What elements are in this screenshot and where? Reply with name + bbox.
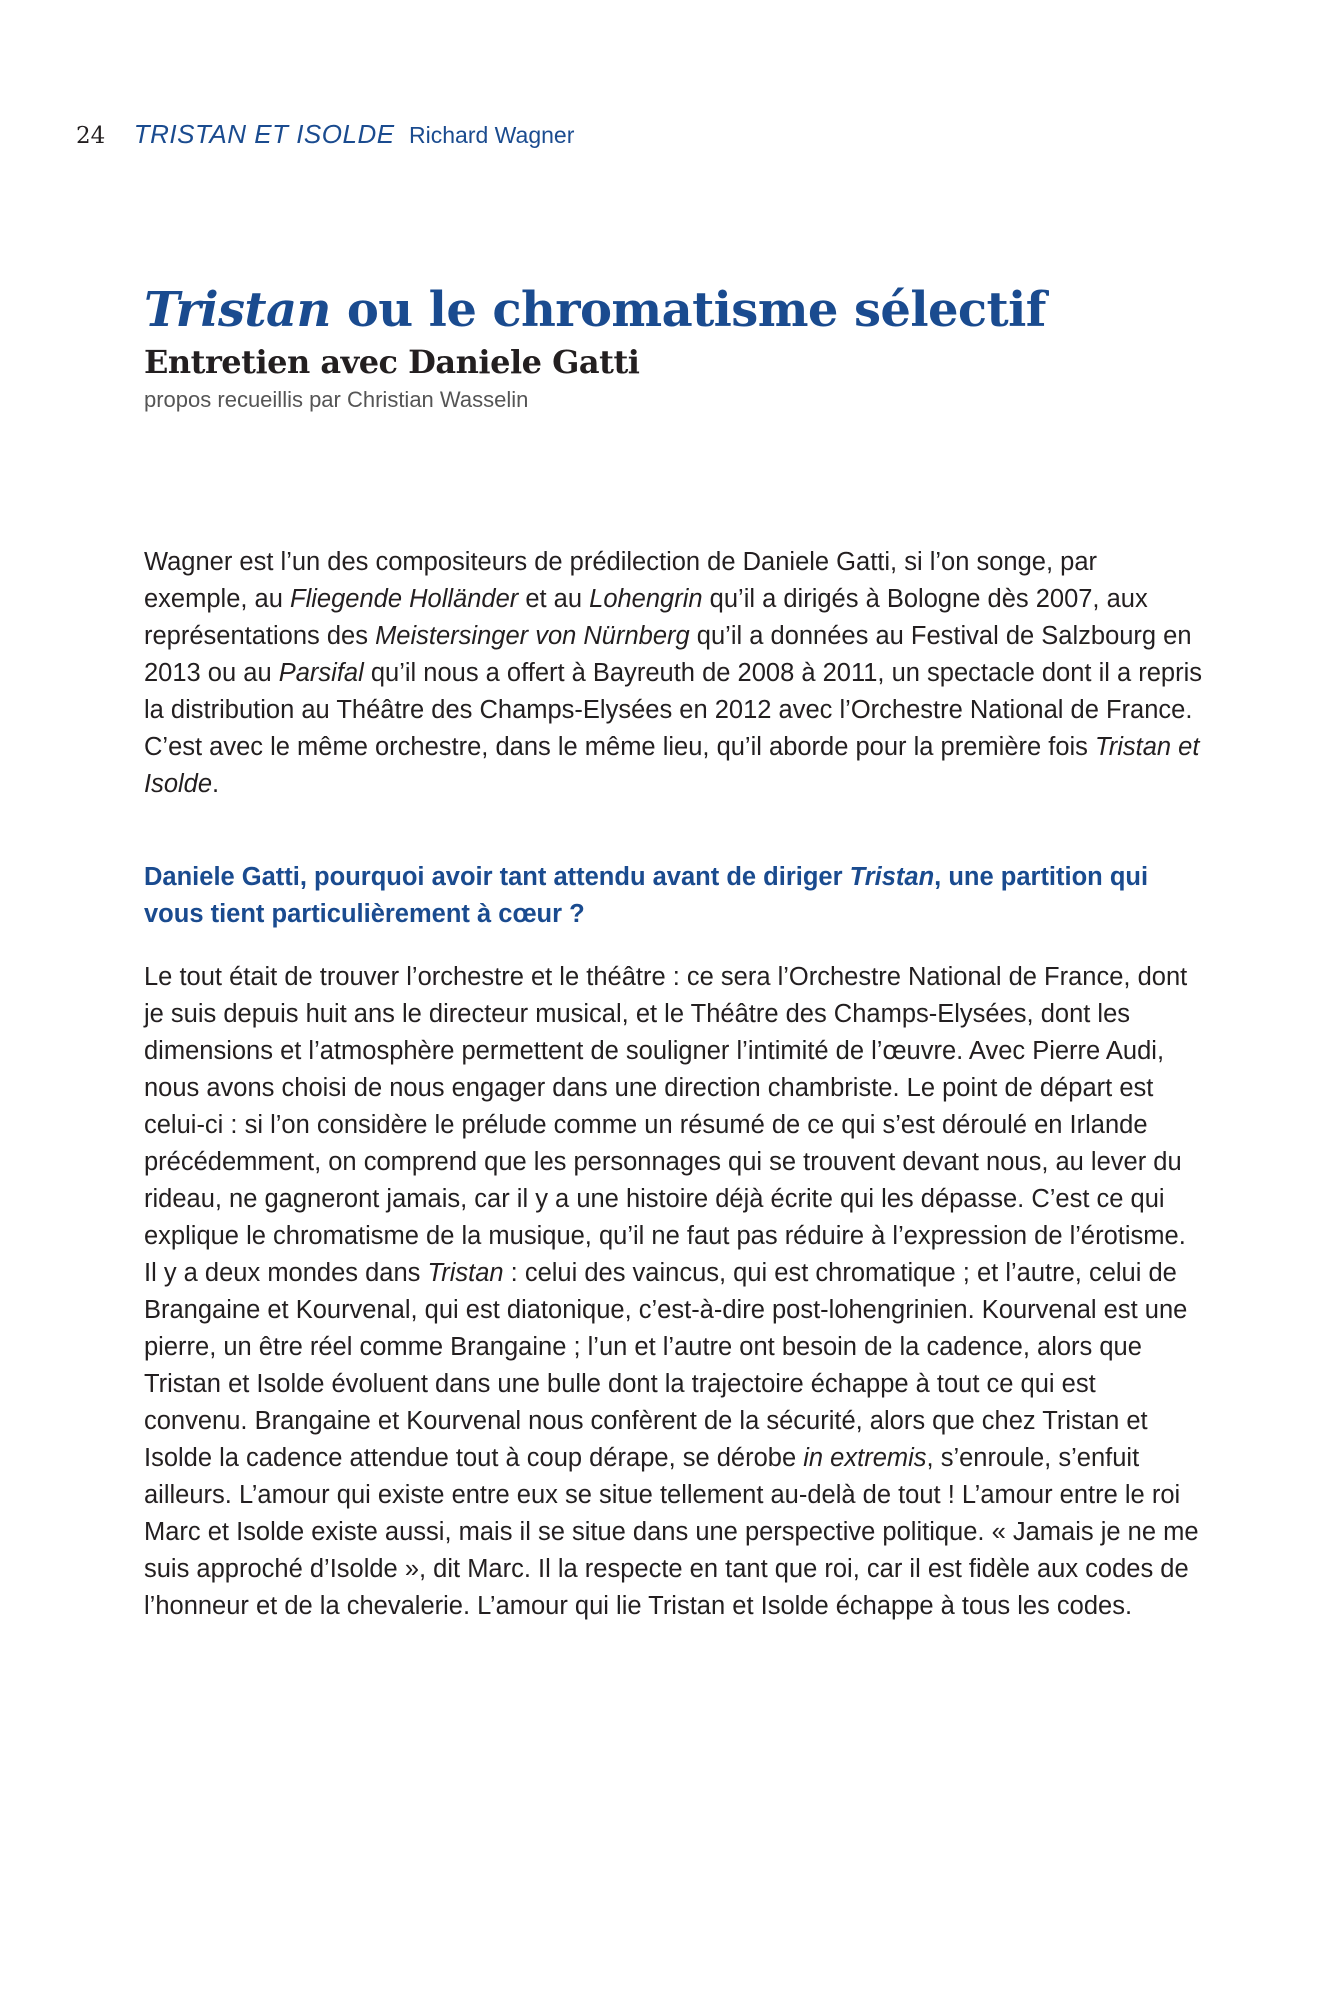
- intro-paragraph: [144, 544, 1204, 803]
- question-italic-1: Tristan: [849, 863, 935, 891]
- intro-text-1: Wagner est l’un des compositeurs de prédilection de Daniele Gatti, si l’on songe, par exemple, au: [144, 548, 1097, 613]
- answer-italic-1: Tristan: [427, 1258, 504, 1287]
- running-author: Richard Wagner: [409, 122, 575, 148]
- intro-italic-1: Fliegende Holländer: [290, 585, 519, 613]
- intro-italic-5: Tristan et Isolde: [144, 733, 1200, 798]
- intro-text-6: .: [212, 770, 220, 798]
- answer-text-1: Le tout était de trouver l’orchestre et le théâtre : ce sera l’Orchestre National de France, dont je suis depuis huit ans le directeur musical, et le Théâtre des Champs-Elysées, dont les dimensions et l’atmosphère permettent de souligner l’intimité de l’œuvre. Avec Pierre Audi, nous avons choisi de nous engager dans une direction chambriste. Le point de départ est celui-ci : si l’on considère le prélude comme un résumé de ce qui s’est déroulé en Irlande précédemment, on comprend que les personnages qui se trouvent devant nous, au lever du rideau, ne gagneront jamais, car il y a une histoire déjà écrite qui les dépasse. C’est ce qui explique le chromatisme de la musique, qu’il ne faut pas réduire à l’expression de l’érotisme. Il y a deux mondes dans: [144, 962, 1188, 1287]
- interview-question: [144, 859, 1204, 933]
- intro-text-5: qu’il nous a offert à Bayreuth de 2008 à 2011, un spectacle dont il a repris la distribution au Théâtre des Champs-Elysées en 2012 avec l’Orchestre National de France. C’est avec le même orchestre, dans le même lieu, qu’il aborde pour la première fois: [144, 659, 1203, 761]
- article-byline: propos recueillis par Christian Wasselin: [144, 387, 529, 412]
- answer-text-2: : celui des vaincus, qui est chromatique ; et l’autre, celui de Brangaine et Kourvenal, qui est diatonique, c’est-à-dire post-lohengrinien. Kourvenal est une pierre, un être réel comme Brangaine ; l’un et l’autre ont besoin de la cadence, alors que Tristan et Isolde évoluent dans une bulle dont la trajectoire échappe à tout ce qui est convenu. Brangaine et Kourvenal nous confèrent de la sécurité, alors que chez Tristan et Isolde la cadence attendue tout à coup dérape, se dérobe: [144, 1258, 1188, 1472]
- intro-italic-2: Lohengrin: [589, 585, 703, 613]
- article-title: [144, 280, 1204, 340]
- article-subtitle: Entretien avec Daniele Gatti: [144, 343, 640, 381]
- running-title: TRISTAN ET ISOLDE: [133, 119, 395, 149]
- question-text-2: , une partition qui vous tient particulièrement à cœur ?: [144, 863, 1149, 928]
- intro-text-2: et au: [518, 585, 590, 613]
- article-title-italic: Tristan: [144, 282, 331, 338]
- interview-answer: [144, 959, 1204, 1625]
- running-head: [76, 118, 574, 150]
- article: [144, 280, 1204, 1625]
- question-text-1: Daniele Gatti, pourquoi avoir tant attendu avant de diriger: [144, 863, 850, 891]
- intro-text-3: qu’il a dirigés à Bologne dès 2007, aux représentations des: [144, 585, 1148, 650]
- answer-text-3: , s’enroule, s’enfuit ailleurs. L’amour qui existe entre eux se situe tellement au-delà de tout ! L’amour entre le roi Marc et Isolde existe aussi, mais il se situe dans une perspective politique. « Jamais je ne me suis approché d’Isolde », dit Marc. Il la respecte en tant que roi, car il est fidèle aux codes de l’honneur et de la chevalerie. L’amour qui lie Tristan et Isolde échappe à tous les codes.: [144, 1443, 1199, 1620]
- page-number: 24: [76, 123, 106, 149]
- intro-italic-4: Parsifal: [278, 659, 364, 687]
- intro-text-4: qu’il a données au Festival de Salzbourg en 2013 ou au: [144, 622, 1192, 687]
- article-title-rest: ou le chromatisme sélectif: [330, 282, 1046, 338]
- intro-italic-3: Meistersinger von Nürnberg: [375, 622, 690, 650]
- answer-italic-2: in extremis: [803, 1443, 927, 1472]
